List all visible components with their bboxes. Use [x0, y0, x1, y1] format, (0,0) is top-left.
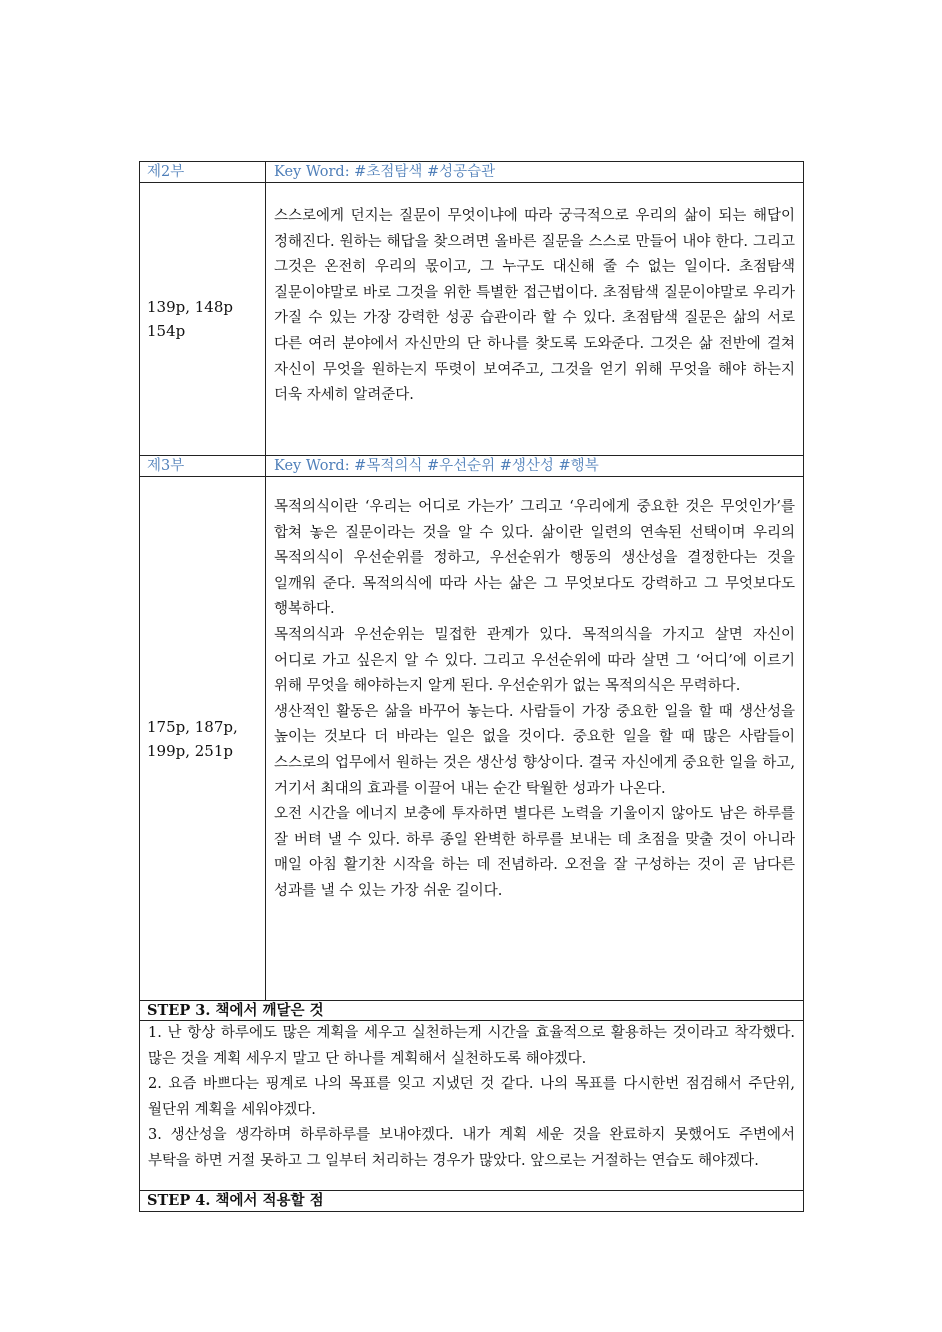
step3-item-3: 3. 생산성을 생각하며 하루하루를 보내야겠다. 내가 계획 세운 것을 완료하지 못했어도 주변에서 부탁을 하면 거절 못하고 그 일부터 처리하는 경우가 많았다. 앞으로는 거절하는 연습도 해야겠다.	[148, 1127, 795, 1169]
part2-label: 제2부	[140, 162, 266, 182]
part3-keyword: Key Word: #목적의식 #우선순위 #생산성 #행복	[274, 458, 599, 474]
part3-summary	[266, 477, 803, 1000]
part3-paragraph-3: 생산적인 활동은 삶을 바꾸어 놓는다. 사람들이 가장 중요한 일을 할 때 생산성을 높이는 것보다 더 바라는 일은 없을 것이다. 중요한 일을 할 때 많은 사람들이 스스로의 업무에서 원하는 것은 생산성 향상이다. 결국 자신에게 중요한 일을 하고, 거기서 최대의 효과를 이끌어 내는 순간 탁월한 성과가 나온다.	[274, 703, 795, 797]
part2-pages	[140, 183, 266, 455]
part2-keyword: Key Word: #초점탐색 #성공습관	[274, 164, 496, 180]
part3-paragraph-4: 오전 시간을 에너지 보충에 투자하면 별다른 노력을 기울이지 않아도 남은 하루를 잘 버텨 낼 수 있다. 하루 종일 완벽한 하루를 보내는 데 초점을 맞출 것이 아니라 매일 아침 활기찬 시작을 하는 데 전념하라. 오전을 잘 구성하는 것이 곧 남다른 성과를 낼 수 있는 가장 쉬운 길이다.	[274, 806, 795, 899]
book-report-table	[139, 161, 804, 1212]
step3-title: STEP 3. 책에서 깨달은 것	[147, 1002, 324, 1019]
part2-content-row	[140, 183, 803, 456]
step3-title-row	[140, 1001, 803, 1021]
step4-title: STEP 4. 책에서 적용할 점	[147, 1192, 324, 1209]
part2-summary-text: 스스로에게 던지는 질문이 무엇이냐에 따라 궁극적으로 우리의 삶이 되는 해답이 정해진다. 원하는 해답을 찾으려면 올바른 질문을 스스로 만들어 내야 한다. 그리고 그것은 온전히 우리의 몫이고, 그 누구도 대신해 줄 수 없는 일이다. 초점탐색 질문이야말로 바로 그것을 위한 특별한 접근법이다. 초점탐색 질문이야말로 우리가 가질 수 있는 가장 강력한 성공 습관이라 할 수 있다. 초점탐색 질문은 삶의 서로 다른 여러 분야에서 자신만의 단 하나를 찾도록 도와준다. 그것은 삶 전반에 걸쳐 자신이 무엇을 원하는지 뚜렷이 보여주고, 그것을 얻기 위해 무엇을 해야 하는지 더욱 자세히 알려준다.	[274, 208, 795, 404]
part3-pages-line-1: 175p, 187p,	[147, 717, 238, 736]
part2-header-row	[140, 162, 803, 183]
part3-content-row	[140, 477, 803, 1001]
part2-pages-line-1: 139p, 148p	[147, 298, 234, 316]
part3-header-row	[140, 456, 803, 477]
part3-label: 제3부	[140, 456, 266, 476]
step3-item-1: 1. 난 항상 하루에도 많은 계획을 세우고 실천하는게 시간을 효율적으로 활용하는 것이라고 착각했다. 많은 것을 계획 세우지 말고 단 하나를 계획해서 실천하도록 해야겠다.	[148, 1025, 795, 1067]
part3-pages	[140, 477, 266, 1000]
step4-title-row	[140, 1191, 803, 1211]
step3-content-row	[140, 1021, 803, 1191]
step3-item-2: 2. 요즘 바쁘다는 핑계로 나의 목표를 잊고 지냈던 것 같다. 나의 목표를 다시한번 점검해서 주단위, 월단위 계획을 세워야겠다.	[148, 1076, 795, 1118]
part3-paragraph-1: 목적의식이란 ‘우리는 어디로 가는가’ 그리고 ‘우리에게 중요한 것은 무엇인가’를 합쳐 놓은 질문이라는 것을 알 수 있다. 삶이란 일련의 연속된 선택이며 우리의 목적의식이 우선순위를 정하고, 우선순위가 행동의 생산성을 결정한다는 것을 일깨워 준다. 목적의식에 따라 사는 삶은 그 무엇보다도 강력하고 그 무엇보다도 행복하다.	[274, 499, 795, 618]
part3-paragraph-2: 목적의식과 우선순위는 밀접한 관계가 있다. 목적의식을 가지고 살면 자신이 어디로 가고 싶은지 알 수 있다. 그리고 우선순위에 따라 살면 그 ‘어디’에 이르기 위해 무엇을 해야하는지 알게 된다. 우선순위가 없는 목적의식은 무력하다.	[274, 626, 795, 695]
part3-pages-line-2: 199p, 251p	[147, 741, 234, 760]
part2-pages-line-2: 154p	[147, 322, 186, 340]
step3-list	[148, 1021, 795, 1190]
